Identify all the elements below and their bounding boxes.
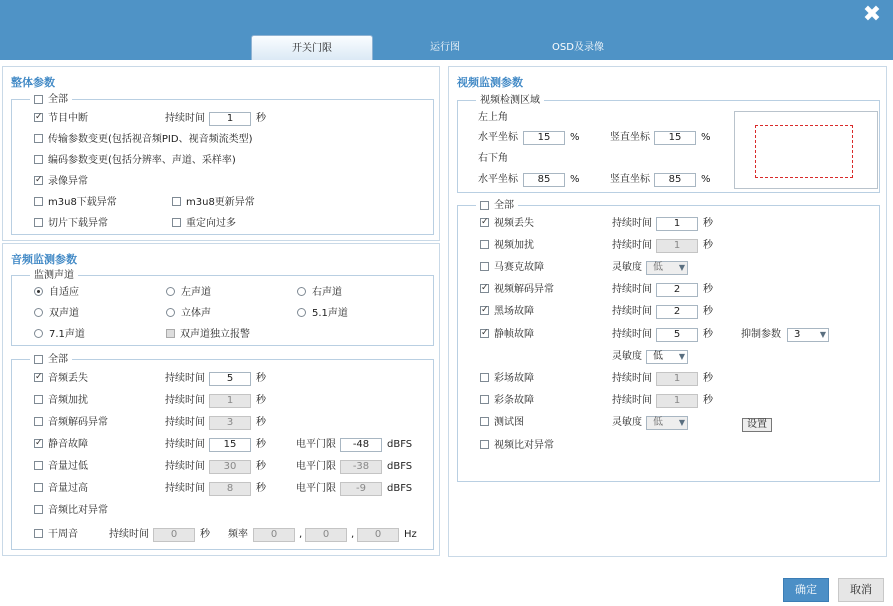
channel-adaptive[interactable] — [34, 286, 79, 300]
silence-row[interactable] — [34, 438, 88, 452]
channel-5-1-radio[interactable] — [297, 308, 306, 317]
audio-channel-fieldset — [11, 270, 434, 346]
ok-button[interactable]: 确定 — [783, 578, 829, 602]
audio-compare-checkbox[interactable] — [34, 505, 43, 514]
freeze-row[interactable] — [480, 328, 534, 342]
video-scramble-label: 视频加扰 — [494, 240, 534, 251]
channel-left-radio[interactable] — [166, 287, 175, 296]
hum-freq-label: 频率 — [228, 529, 248, 540]
freeze-sens-label: 灵敏度 — [612, 351, 642, 362]
tl-h-input[interactable]: 15 — [523, 131, 565, 145]
overall-all-label: 全部 — [48, 94, 68, 105]
video-scramble-dur-label: 持续时间 — [612, 240, 652, 251]
audio-scramble-row[interactable] — [34, 394, 88, 408]
audio-decode-row[interactable] — [34, 416, 108, 430]
video-title: 视频监测参数 — [457, 76, 523, 89]
black-field-label: 黑场故障 — [494, 306, 534, 317]
video-all-checkbox[interactable] — [480, 201, 489, 210]
freeze-sec: 秒 — [703, 329, 713, 340]
redirect-checkbox[interactable] — [172, 218, 181, 227]
tab-run-chart[interactable]: 运行图 — [430, 42, 460, 53]
channel-right[interactable] — [297, 286, 342, 300]
audio-all[interactable] — [30, 353, 72, 366]
channel-left[interactable] — [166, 286, 211, 300]
freeze-dur-input[interactable]: 5 — [656, 328, 698, 342]
channel-dual[interactable] — [34, 307, 79, 321]
record-abnormal-row[interactable] — [34, 175, 88, 189]
audio-lost-dur-input[interactable]: 5 — [209, 372, 251, 386]
cancel-button[interactable]: 取消 — [838, 578, 884, 602]
silence-label: 静音故障 — [48, 439, 88, 450]
hum-label: 干周音 — [48, 529, 78, 540]
volume-low-level-label: 电平门限 — [296, 461, 336, 472]
video-compare-label: 视频比对异常 — [494, 440, 554, 451]
hum-checkbox[interactable] — [34, 529, 43, 538]
tl-v-pct: % — [701, 132, 711, 143]
chevron-down-icon: ▼ — [819, 330, 826, 339]
volume-low-row[interactable] — [34, 460, 88, 474]
overall-all[interactable] — [30, 93, 72, 106]
test-pattern-sens-select[interactable] — [646, 416, 688, 430]
channel-right-radio[interactable] — [297, 287, 306, 296]
volume-high-dur-input[interactable]: 8 — [209, 482, 251, 496]
freeze-label: 静帧故障 — [494, 329, 534, 340]
hum-dur-label: 持续时间 — [109, 529, 149, 540]
audio-decode-dur-input[interactable]: 3 — [209, 416, 251, 430]
chevron-down-icon: ▼ — [678, 263, 685, 272]
overall-all-checkbox[interactable] — [34, 95, 43, 104]
hum-comma-1: , — [299, 529, 303, 540]
audio-compare-label: 音频比对异常 — [48, 505, 108, 516]
channel-stereo[interactable] — [166, 307, 211, 321]
prog-interrupt-dur-label: 持续时间 — [165, 113, 205, 124]
redirect-label: 重定向过多 — [186, 218, 236, 229]
video-compare-checkbox[interactable] — [480, 440, 489, 449]
hum-comma-2: , — [351, 529, 355, 540]
color-field-dur-input[interactable]: 1 — [656, 372, 698, 386]
silence-level-input[interactable]: -48 — [340, 438, 382, 452]
color-bar-sec: 秒 — [703, 395, 713, 406]
br-h-pct: % — [570, 174, 580, 185]
video-all-label: 全部 — [494, 200, 514, 211]
mosaic-sens-label: 灵敏度 — [612, 262, 642, 273]
chevron-down-icon: ▼ — [678, 418, 685, 427]
m3u8-download-checkbox[interactable] — [34, 197, 43, 206]
channel-adaptive-radio[interactable] — [34, 287, 43, 296]
top-left-label: 左上角 — [478, 112, 508, 123]
mosaic-checkbox[interactable] — [480, 262, 489, 271]
black-field-sec: 秒 — [703, 306, 713, 317]
slice-download-checkbox[interactable] — [34, 218, 43, 227]
m3u8-update-label: m3u8更新异常 — [186, 197, 255, 208]
audio-title: 音频监测参数 — [11, 253, 77, 266]
black-field-dur-label: 持续时间 — [612, 306, 652, 317]
volume-low-sec: 秒 — [256, 461, 266, 472]
video-decode-checkbox[interactable] — [480, 284, 489, 293]
tl-h-label: 水平坐标 — [478, 132, 518, 143]
hum-sec: 秒 — [200, 529, 210, 540]
dual-alarm-row[interactable] — [166, 328, 250, 342]
encode-change-row[interactable] — [34, 154, 236, 168]
video-region-title: 视频检测区域 — [476, 94, 544, 107]
m3u8-download-label: m3u8下载异常 — [48, 197, 117, 208]
video-lost-row[interactable] — [480, 217, 534, 231]
transport-change-row[interactable] — [34, 133, 252, 147]
audio-all-label: 全部 — [48, 354, 68, 365]
color-bar-row[interactable] — [480, 394, 534, 408]
silence-checkbox[interactable] — [34, 439, 43, 448]
audio-scramble-label: 音频加扰 — [48, 395, 88, 406]
tab-switch-threshold[interactable]: 开关门限 — [251, 35, 373, 60]
test-pattern-row[interactable] — [480, 416, 524, 430]
channel-right-label: 右声道 — [312, 287, 342, 298]
video-lost-dur-label: 持续时间 — [612, 218, 652, 229]
dialog-header — [0, 0, 893, 60]
audio-scramble-dur-label: 持续时间 — [165, 395, 205, 406]
channel-adaptive-label: 自适应 — [49, 287, 79, 298]
test-pattern-checkbox[interactable] — [480, 417, 489, 426]
test-pattern-settings-button[interactable]: 设置 — [742, 418, 772, 432]
prog-interrupt-label: 节目中断 — [48, 113, 88, 124]
br-v-pct: % — [701, 174, 711, 185]
mosaic-row[interactable] — [480, 261, 544, 275]
video-scramble-checkbox[interactable] — [480, 240, 489, 249]
channel-7-1-label: 7.1声道 — [49, 329, 85, 340]
channel-7-1[interactable] — [34, 328, 85, 342]
volume-high-level-input[interactable]: -9 — [340, 482, 382, 496]
channel-left-label: 左声道 — [181, 287, 211, 298]
chevron-down-icon: ▼ — [678, 352, 685, 361]
tl-h-pct: % — [570, 132, 580, 143]
audio-scramble-checkbox[interactable] — [34, 395, 43, 404]
freeze-suppress-label: 抑制参数 — [741, 329, 781, 340]
br-h-label: 水平坐标 — [478, 174, 518, 185]
volume-high-label: 音量过高 — [48, 483, 88, 494]
test-pattern-sens-value: 低 — [653, 417, 663, 428]
test-pattern-sens-label: 灵敏度 — [612, 417, 642, 428]
audio-lost-sec: 秒 — [256, 373, 266, 384]
overall-title: 整体参数 — [11, 76, 55, 89]
overall-panel — [2, 66, 440, 241]
silence-dur-input[interactable]: 15 — [209, 438, 251, 452]
color-field-row[interactable] — [480, 372, 534, 386]
audio-lost-checkbox[interactable] — [34, 373, 43, 382]
volume-high-dur-label: 持续时间 — [165, 483, 205, 494]
br-h-input[interactable]: 85 — [523, 173, 565, 187]
channel-7-1-radio[interactable] — [34, 329, 43, 338]
video-decode-sec: 秒 — [703, 284, 713, 295]
volume-low-dur-input[interactable]: 30 — [209, 460, 251, 474]
hum-row[interactable] — [34, 528, 78, 542]
video-decode-row[interactable] — [480, 283, 554, 297]
silence-dbfs: dBFS — [387, 439, 413, 450]
video-items-fieldset — [457, 200, 880, 482]
audio-decode-label: 音频解码异常 — [48, 417, 108, 428]
audio-compare-row[interactable] — [34, 504, 108, 518]
audio-decode-sec: 秒 — [256, 417, 266, 428]
audio-decode-checkbox[interactable] — [34, 417, 43, 426]
video-lost-dur-input[interactable]: 1 — [656, 217, 698, 231]
dual-alarm-checkbox[interactable] — [166, 329, 175, 338]
channel-5-1[interactable] — [297, 307, 348, 321]
hum-freq-1[interactable]: 0 — [253, 528, 295, 542]
video-scramble-sec: 秒 — [703, 240, 713, 251]
prog-interrupt-row[interactable] — [34, 112, 88, 126]
volume-low-level-input[interactable]: -38 — [340, 460, 382, 474]
color-field-dur-label: 持续时间 — [612, 373, 652, 384]
audio-decode-dur-label: 持续时间 — [165, 417, 205, 428]
audio-scramble-sec: 秒 — [256, 395, 266, 406]
video-lost-checkbox[interactable] — [480, 218, 489, 227]
audio-items-fieldset — [11, 354, 434, 550]
close-icon[interactable]: ✖ — [862, 2, 882, 27]
volume-high-checkbox[interactable] — [34, 483, 43, 492]
audio-lost-row[interactable] — [34, 372, 88, 386]
freeze-suppress-value: 3 — [794, 329, 801, 340]
br-v-label: 竖直坐标 — [610, 174, 650, 185]
record-abnormal-label: 录像异常 — [48, 176, 88, 187]
volume-high-dbfs: dBFS — [387, 483, 413, 494]
freeze-suppress-select[interactable] — [787, 328, 829, 342]
volume-high-level-label: 电平门限 — [296, 483, 336, 494]
volume-low-label: 音量过低 — [48, 461, 88, 472]
detection-area-box — [755, 125, 853, 178]
tab-osd-record[interactable]: OSD及录像 — [552, 42, 604, 53]
video-decode-dur-label: 持续时间 — [612, 284, 652, 295]
audio-panel — [2, 243, 440, 556]
encode-change-checkbox[interactable] — [34, 155, 43, 164]
prog-interrupt-dur-input[interactable]: 1 — [209, 112, 251, 126]
black-field-row[interactable] — [480, 305, 534, 319]
video-lost-sec: 秒 — [703, 218, 713, 229]
video-lost-label: 视频丢失 — [494, 218, 534, 229]
volume-high-row[interactable] — [34, 482, 88, 496]
color-field-checkbox[interactable] — [480, 373, 489, 382]
channel-stereo-radio[interactable] — [166, 308, 175, 317]
overall-fieldset — [11, 94, 434, 235]
channel-5-1-label: 5.1声道 — [312, 308, 348, 319]
slice-download-row[interactable] — [34, 217, 108, 231]
color-field-label: 彩场故障 — [494, 373, 534, 384]
transport-change-checkbox[interactable] — [34, 134, 43, 143]
br-v-input[interactable]: 85 — [654, 173, 696, 187]
m3u8-download-row[interactable] — [34, 196, 117, 210]
detection-area-preview — [734, 111, 878, 189]
hum-freq-2[interactable]: 0 — [305, 528, 347, 542]
freeze-checkbox[interactable] — [480, 329, 489, 338]
audio-channel-title: 监测声道 — [30, 269, 78, 282]
volume-low-checkbox[interactable] — [34, 461, 43, 470]
video-scramble-dur-input[interactable]: 1 — [656, 239, 698, 253]
channel-dual-radio[interactable] — [34, 308, 43, 317]
color-bar-dur-label: 持续时间 — [612, 395, 652, 406]
audio-all-checkbox[interactable] — [34, 355, 43, 364]
color-bar-dur-input[interactable]: 1 — [656, 394, 698, 408]
mosaic-sens-value: 低 — [653, 262, 663, 273]
color-bar-label: 彩条故障 — [494, 395, 534, 406]
m3u8-update-row[interactable] — [172, 196, 255, 210]
audio-lost-label: 音频丢失 — [48, 373, 88, 384]
hum-dur-input[interactable]: 0 — [153, 528, 195, 542]
volume-low-dbfs: dBFS — [387, 461, 413, 472]
video-decode-dur-input[interactable]: 2 — [656, 283, 698, 297]
tl-v-label: 竖直坐标 — [610, 132, 650, 143]
hum-hz: Hz — [404, 529, 417, 540]
tl-v-input[interactable]: 15 — [654, 131, 696, 145]
silence-sec: 秒 — [256, 439, 266, 450]
silence-level-label: 电平门限 — [296, 439, 336, 450]
video-compare-row[interactable] — [480, 439, 554, 453]
hum-freq-3[interactable]: 0 — [357, 528, 399, 542]
test-pattern-label: 测试图 — [494, 417, 524, 428]
freeze-dur-label: 持续时间 — [612, 329, 652, 340]
redirect-row[interactable] — [172, 217, 236, 231]
silence-dur-label: 持续时间 — [165, 439, 205, 450]
freeze-sens-select[interactable] — [646, 350, 688, 364]
channel-stereo-label: 立体声 — [181, 308, 211, 319]
video-scramble-row[interactable] — [480, 239, 534, 253]
mosaic-label: 马赛克故障 — [494, 262, 544, 273]
prog-interrupt-sec: 秒 — [256, 113, 266, 124]
bottom-right-label: 右下角 — [478, 153, 508, 164]
m3u8-update-checkbox[interactable] — [172, 197, 181, 206]
black-field-dur-input[interactable]: 2 — [656, 305, 698, 319]
video-decode-label: 视频解码异常 — [494, 284, 554, 295]
mosaic-sens-select[interactable] — [646, 261, 688, 275]
encode-change-label: 编码参数变更(包括分辨率、声道、采样率) — [48, 155, 236, 166]
volume-high-sec: 秒 — [256, 483, 266, 494]
record-abnormal-checkbox[interactable] — [34, 176, 43, 185]
transport-change-label: 传输参数变更(包括视音频PID、视音频流类型) — [48, 134, 253, 145]
dual-alarm-label: 双声道独立报警 — [180, 329, 250, 340]
color-field-sec: 秒 — [703, 373, 713, 384]
audio-scramble-dur-input[interactable]: 1 — [209, 394, 251, 408]
black-field-checkbox[interactable] — [480, 306, 489, 315]
volume-low-dur-label: 持续时间 — [165, 461, 205, 472]
channel-dual-label: 双声道 — [49, 308, 79, 319]
slice-download-label: 切片下载异常 — [48, 218, 108, 229]
video-all[interactable] — [476, 199, 518, 212]
color-bar-checkbox[interactable] — [480, 395, 489, 404]
freeze-sens-value: 低 — [653, 351, 663, 362]
audio-lost-dur-label: 持续时间 — [165, 373, 205, 384]
prog-interrupt-checkbox[interactable] — [34, 113, 43, 122]
